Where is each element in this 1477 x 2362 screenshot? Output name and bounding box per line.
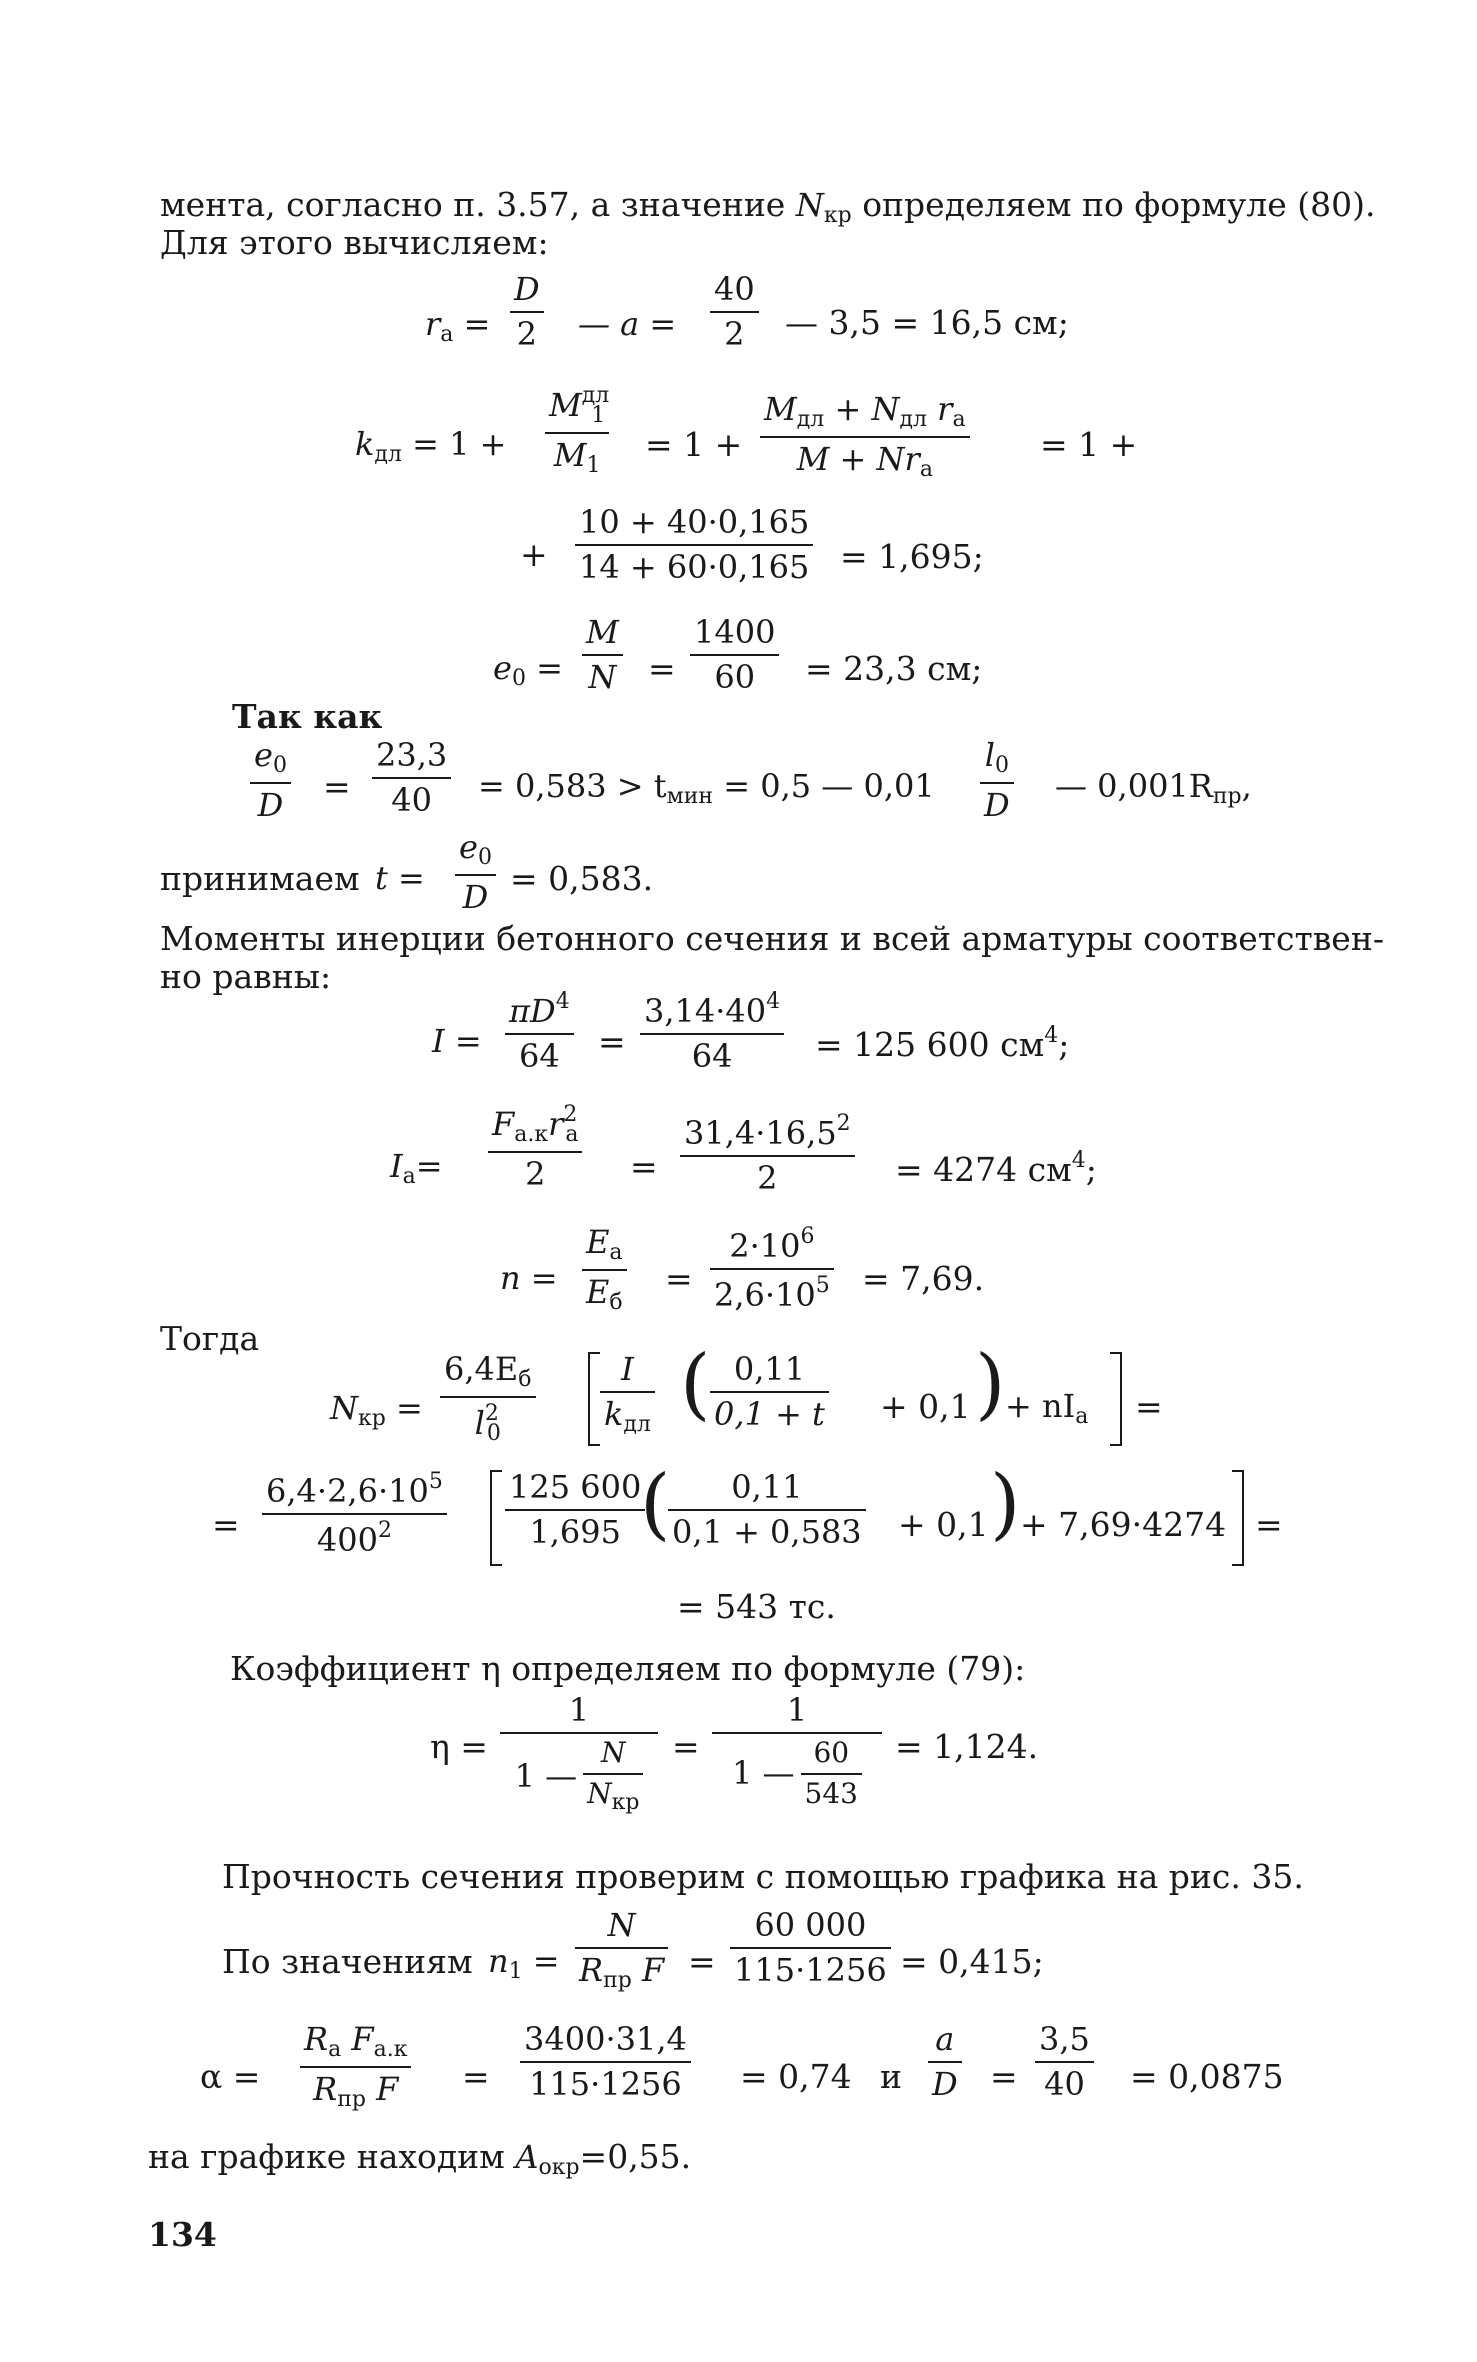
formula-n: n = <box>500 1259 558 1297</box>
text-line: Моменты инерции бетонного сечения и всей арматуры соответствен- <box>160 919 1384 958</box>
text-span: и <box>880 2057 902 2096</box>
paren-left: ( <box>640 1459 671 1549</box>
bracket-right <box>1232 1470 1244 1566</box>
formula-part: = <box>598 1022 626 1061</box>
formula-part: + 7,69·4274 <box>1020 1505 1227 1544</box>
fraction: 23,3 40 <box>372 738 451 818</box>
formula-part: + 0,1 <box>898 1505 989 1544</box>
formula-part: — 3,5 = 16,5 см; <box>785 303 1069 342</box>
text-line: Тогда <box>160 1319 260 1358</box>
fraction: $e_0$ D <box>455 830 496 915</box>
formula-part: = 0,583. <box>510 859 654 898</box>
fraction: $6,4E_б$ $l^2_0$ <box>440 1352 536 1446</box>
bracket-left <box>490 1470 502 1566</box>
fraction: $31,4\cdot 16,5^2$ 2 <box>680 1112 855 1196</box>
fraction: 40 2 <box>710 272 759 352</box>
text-line: Коэффициент η определяем по формуле (79): <box>230 1649 1026 1688</box>
formula-eta: η = <box>430 1727 488 1766</box>
fraction: $3,14\cdot 40^4$ 64 <box>640 990 784 1074</box>
formula-part: + <box>520 535 548 574</box>
formula-part: = 0,74 <box>740 2057 852 2096</box>
formula-part: = 1 + <box>1040 425 1138 464</box>
formula-ra: $r_а$ = <box>425 305 491 347</box>
fraction: 3,5 40 <box>1035 2022 1094 2102</box>
text-line: Для этого вычисляем: <box>160 223 549 262</box>
formula-part: = 0,415; <box>900 1942 1044 1981</box>
fraction: 1 1 — $\frac{N}{N_{кр}}$ <box>500 1693 658 1815</box>
formula-part: + $nI_а$ <box>1005 1387 1089 1429</box>
fraction: $2\cdot 10^6$ $2,6\cdot 10^5$ <box>710 1225 834 1313</box>
formula-part: = 0,0875 <box>1130 2057 1284 2096</box>
paren-right: ) <box>990 1459 1021 1549</box>
fraction: $M^{дл}_1$ $M_1$ <box>545 384 609 478</box>
fraction: a D <box>928 2022 962 2102</box>
fraction: $M_{дл} + N_{дл}$ $r_а$ $M + Nr_а$ <box>760 392 970 482</box>
formula-part: = $0,583 > t_{мин} = 0,5$ — 0,01 <box>478 767 935 809</box>
fraction: $6,4\cdot 2,6\cdot 10^5$ $400^2$ <box>262 1470 447 1558</box>
formula-part: = 543 тс. <box>677 1587 836 1626</box>
fraction: 1 1 — $\frac{60}{543}$ <box>712 1693 882 1810</box>
text-line: на графике находим $A_{окр}=0,55$. <box>148 2137 692 2180</box>
fraction: 3400·31,4 115·1256 <box>520 2022 691 2102</box>
text-span: мента, согласно п. 3.57, а значение <box>160 185 786 224</box>
fraction: 60 000 115·1256 <box>730 1908 891 1988</box>
formula-part: = <box>648 649 676 688</box>
fraction: $E_а$ $E_б$ <box>582 1225 627 1315</box>
fraction: $R_а$ $F_{а.к}$ $R_{пр}$ F <box>300 2022 411 2112</box>
text-line: Так как <box>232 697 383 736</box>
formula-part: = <box>665 1259 693 1298</box>
formula-part: = <box>212 1505 240 1544</box>
formula-part: = <box>688 1942 716 1981</box>
formula-part: = 125 600 $см^4$; <box>815 1023 1070 1064</box>
fraction: 1400 60 <box>690 615 779 695</box>
fraction: 0,11 0,1 + t <box>710 1352 829 1432</box>
formula-part: t = <box>375 859 425 897</box>
text-line: принимаем <box>160 859 360 898</box>
fraction: N $R_{пр}$ F <box>575 1908 668 1993</box>
text-line <box>160 185 1376 228</box>
formula-part: — a = <box>578 305 677 343</box>
formula-e0: $e_0$ = <box>493 649 563 691</box>
text-line: По значениям <box>222 1942 473 1981</box>
fraction: I $k_{дл}$ <box>600 1352 655 1437</box>
formula-part: = 1,695; <box>840 537 984 576</box>
fraction: D 2 <box>510 272 544 352</box>
formula-part: = <box>630 1147 658 1186</box>
formula-part: = <box>462 2057 490 2096</box>
fraction: $e_0$ D <box>250 738 291 823</box>
fraction: $\pi D^4$ 64 <box>505 990 574 1074</box>
paren-left: ( <box>680 1339 711 1429</box>
formula-part: = <box>990 2057 1018 2096</box>
formula-Nkr: $N_{кр}$ = <box>330 1389 423 1431</box>
formula-part: — $0,001R_{пр}$, <box>1055 767 1252 809</box>
bracket-left <box>588 1352 600 1446</box>
page-number: 134 <box>148 2215 217 2254</box>
fraction: 10 + 40·0,165 14 + 60·0,165 <box>575 505 813 585</box>
formula-kdl: $k_{дл} = 1$ + <box>355 425 507 467</box>
text-line: но равны: <box>160 957 332 996</box>
fraction: 125 600 1,695 <box>505 1470 645 1550</box>
fraction: $F_{а.к}r^2_а$ 2 <box>488 1103 582 1192</box>
formula-n1: $n_1$ = <box>488 1942 560 1984</box>
text-span: определяем по формуле (80). <box>862 185 1376 224</box>
formula-Ia: $I_а=$ <box>390 1147 443 1189</box>
formula-part: = <box>323 767 351 806</box>
formula-part: = <box>672 1727 700 1766</box>
formula-I: I = <box>432 1022 482 1060</box>
fraction: M N <box>582 615 623 695</box>
fraction: 0,11 0,1 + 0,583 <box>668 1470 866 1550</box>
formula-part: = 4274 $см^4$; <box>895 1148 1097 1189</box>
formula-part: = 1,124. <box>895 1727 1039 1766</box>
formula-part: + 0,1 <box>880 1387 971 1426</box>
bracket-right <box>1110 1352 1122 1446</box>
fraction: $l_0$ D <box>980 738 1014 823</box>
formula-alpha: α = <box>200 2057 261 2096</box>
formula-part: = 23,3 см; <box>805 649 983 688</box>
formula-part: = 1 + <box>645 425 743 464</box>
formula-part: = 7,69. <box>862 1259 985 1298</box>
paren-right: ) <box>975 1339 1006 1429</box>
formula-part: = <box>1135 1387 1163 1426</box>
text-line: Прочность сечения проверим с помощью графика на рис. 35. <box>222 1857 1304 1896</box>
math-inline: $N_{кр}$ <box>795 186 852 228</box>
formula-part: = <box>1255 1505 1283 1544</box>
